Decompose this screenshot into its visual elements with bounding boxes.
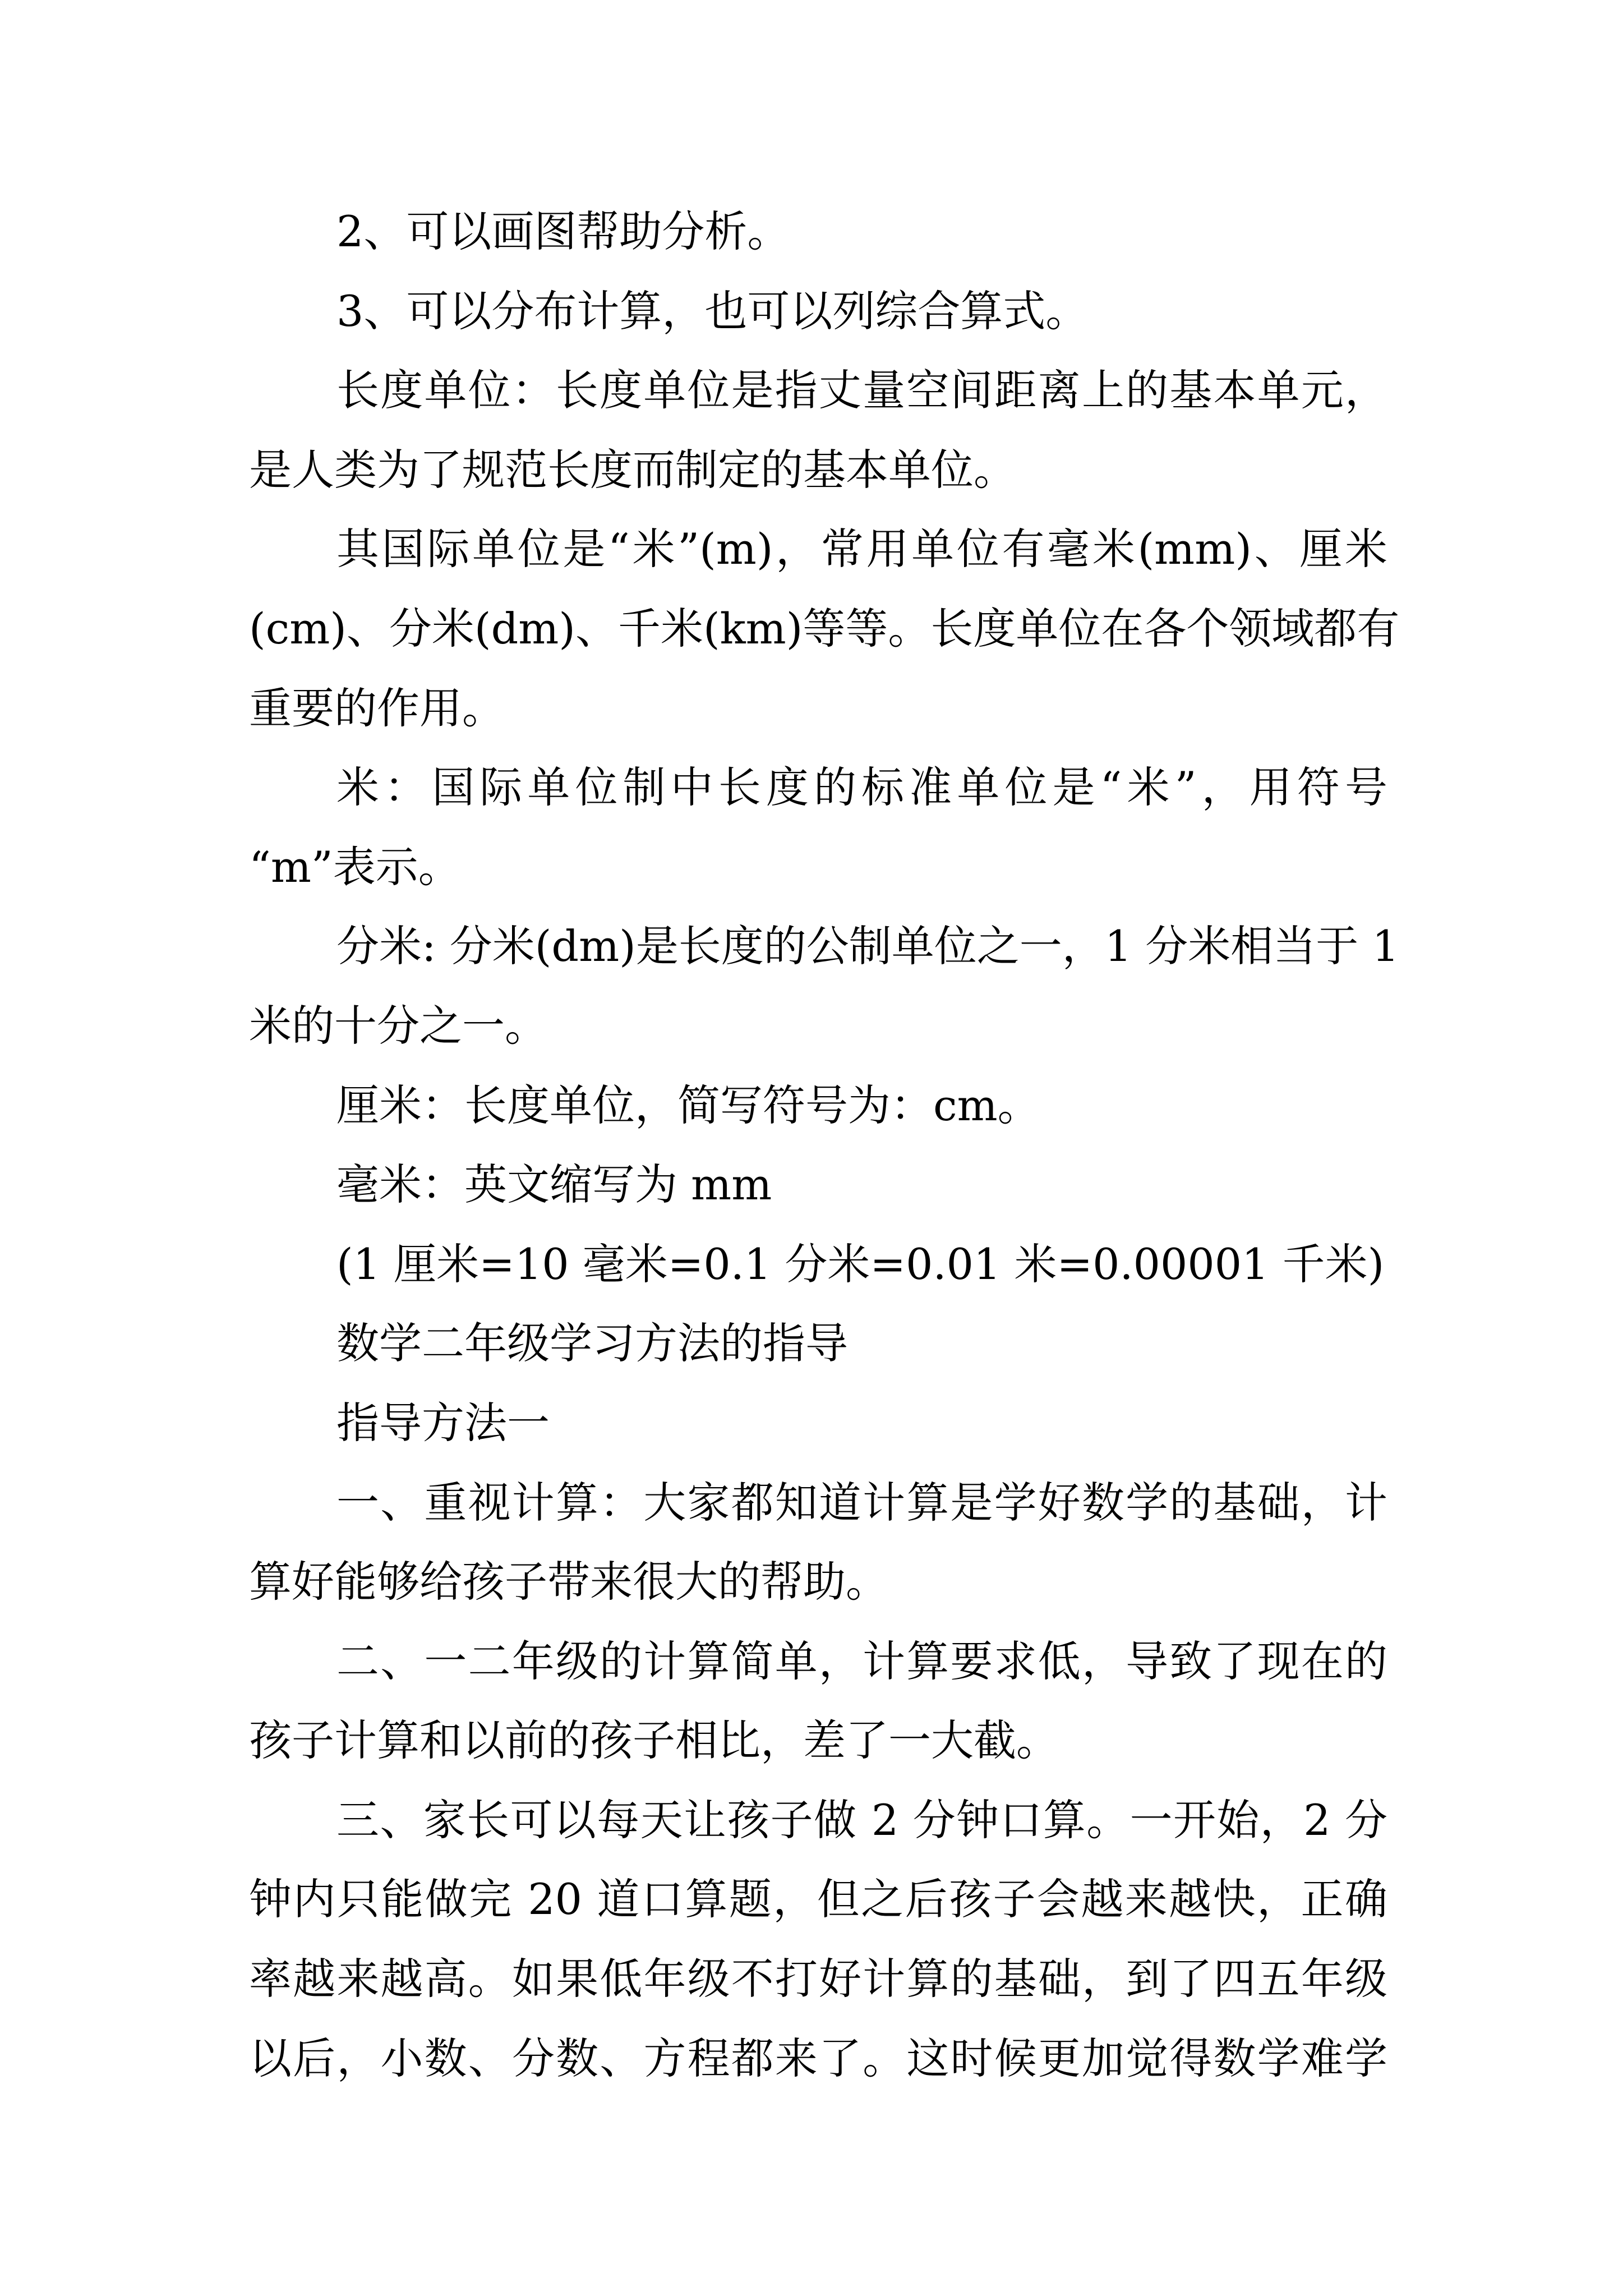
paragraph-tip-step-calculation <box>249 272 1387 351</box>
text-line: 米：国际单位制中长度的标准单位是“米”，用符号 <box>336 762 1387 813</box>
text-line: 米的十分之一。 <box>249 1000 547 1051</box>
paragraph-method-one-point-one <box>249 1463 1387 1622</box>
text-line: 一、重视计算：大家都知道计算是学好数学的基础，计 <box>336 1477 1387 1527</box>
text-line: 钟内只能做完 20 道口算题，但之后孩子会越来越快，正确 <box>249 1874 1387 1925</box>
text-line: 以后，小数、分数、方程都来了。这时候更加觉得数学难学 <box>249 2033 1387 2083</box>
text-line: 指导方法一 <box>336 1397 550 1448</box>
subsection-heading <box>249 1383 1387 1463</box>
paragraph-meter <box>249 748 1387 907</box>
text-line: 分米: 分米(dm)是长度的公制单位之一，1 分米相当于 1 <box>336 921 1399 972</box>
paragraph-unit-conversion <box>249 1225 1387 1304</box>
text-line: 孩子计算和以前的孩子相比，差了一大截。 <box>249 1715 1059 1766</box>
text-line: 3、可以分布计算，也可以列综合算式。 <box>336 286 1089 336</box>
paragraph-international-units <box>249 509 1400 748</box>
paragraph-millimeter <box>249 1145 1387 1225</box>
text-line: (1 厘米=10 毫米=0.1 分米=0.01 米=0.00001 千米) <box>336 1239 1385 1289</box>
section-heading <box>249 1304 1387 1383</box>
text-line: 数学二年级学习方法的指导 <box>336 1318 848 1369</box>
text-line: 重要的作用。 <box>249 683 505 733</box>
text-line: 是人类为了规范长度而制定的基本单位。 <box>249 444 1016 495</box>
text-line: (cm)、分米(dm)、千米(km)等等。长度单位在各个领域都有 <box>249 603 1400 654</box>
body-text <box>249 192 1400 2098</box>
text-line: 率越来越高。如果低年级不打好计算的基础，到了四五年级 <box>249 1954 1387 2004</box>
text-line: “m”表示。 <box>249 841 461 892</box>
paragraph-tip-draw-diagram <box>249 192 1387 272</box>
paragraph-length-unit-definition <box>249 351 1387 509</box>
text-line: 二、一二年级的计算简单，计算要求低，导致了现在的 <box>336 1636 1387 1686</box>
text-line: 算好能够给孩子带来很大的帮助。 <box>249 1557 888 1607</box>
paragraph-method-one-point-three <box>249 1780 1387 2098</box>
text-line: 2、可以画图帮助分析。 <box>336 206 790 256</box>
text-line: 毫米：英文缩写为 mm <box>336 1159 772 1210</box>
paragraph-method-one-point-two <box>249 1622 1387 1780</box>
paragraph-decimeter <box>249 907 1399 1065</box>
paragraph-centimeter <box>249 1066 1387 1145</box>
text-line: 三、家长可以每天让孩子做 2 分钟口算。一开始，2 分 <box>336 1795 1387 1845</box>
text-line: 厘米：长度单位，简写符号为：cm。 <box>336 1080 1040 1130</box>
text-line: 长度单位：长度单位是指丈量空间距离上的基本单元， <box>336 365 1387 416</box>
text-line: 其国际单位是“米”(m)，常用单位有毫米(mm)、厘米 <box>336 524 1387 574</box>
